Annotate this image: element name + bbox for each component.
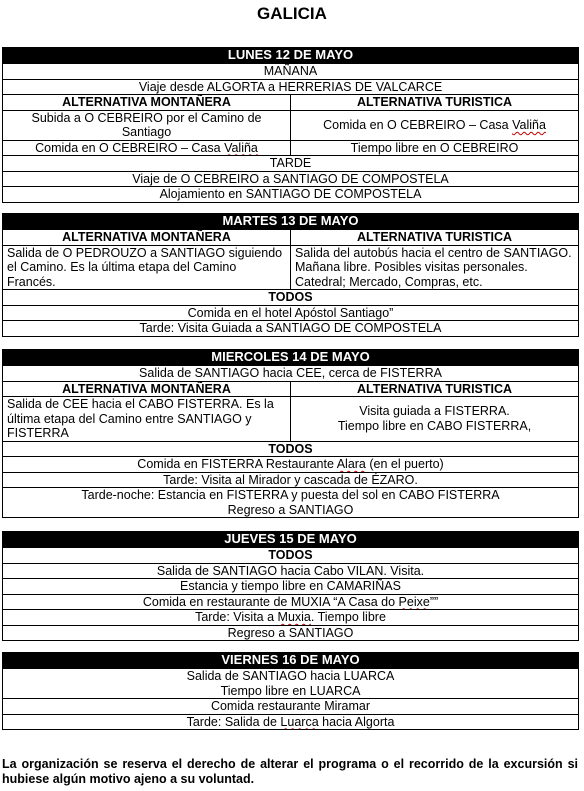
turistica-activity: Tiempo libre en O CEBREIRO <box>291 140 579 156</box>
itinerary-row: Comida en restaurante de MUXIA “A Casa do Peixe”” <box>3 594 579 610</box>
itinerary-row: Regreso a SANTIAGO <box>3 625 579 641</box>
turistica-activity: Visita guiada a FISTERRA. Tiempo libre en CABO FISTERRA, <box>291 397 579 442</box>
day-table-lunes <box>2 47 579 203</box>
alternative-heading-montanera: ALTERNATIVA MONTAÑERA <box>3 95 291 111</box>
itinerary-row: Salida de SANTIAGO hacia Cabo VILAN. Visita. <box>3 563 579 579</box>
itinerary-row: Comida restaurante Miramar <box>3 699 579 715</box>
section-label-manana: MAÑANA <box>3 64 579 80</box>
day-header: MARTES 13 DE MAYO <box>3 214 579 230</box>
alternative-heading-turistica: ALTERNATIVA TURISTICA <box>291 381 579 397</box>
itinerary-row: Viaje desde ALGORTA a HERRERIAS DE VALCARCE <box>3 79 579 95</box>
alternative-heading-montanera: ALTERNATIVA MONTAÑERA <box>3 381 291 397</box>
itinerary-row: Viaje de O CEBREIRO a SANTIAGO DE COMPOSTELA <box>3 171 579 187</box>
itinerary-row: Salida de SANTIAGO hacia CEE, cerca de FISTERRA <box>3 366 579 382</box>
page-title: GALICIA <box>257 4 327 23</box>
turistica-activity: Salida del autobús hacia el centro de SANTIAGO. Mañana libre. Posibles visitas personales. Catedral; Mercado, Compras, etc. <box>291 245 579 290</box>
alternative-heading-montanera: ALTERNATIVA MONTAÑERA <box>3 230 291 246</box>
montanera-activity: Salida de O PEDROUZO a SANTIAGO siguiendo el Camino. Es la última etapa del Camino Francés. <box>3 245 291 290</box>
itinerary-row: Estancia y tiempo libre en CAMARIÑAS <box>3 579 579 595</box>
day-header: MIERCOLES 14 DE MAYO <box>3 350 579 366</box>
itinerary-row: Salida de SANTIAGO hacia LUARCA Tiempo libre en LUARCA <box>3 669 579 699</box>
day-header: JUEVES 15 DE MAYO <box>3 532 579 548</box>
itinerary-row: Comida en el hotel Apóstol Santiago” <box>3 305 579 321</box>
day-header: VIERNES 16 DE MAYO <box>3 653 579 669</box>
itinerary-row: Alojamiento en SANTIAGO DE COMPOSTELA <box>3 187 579 203</box>
itinerary-row: Tarde-noche: Estancia en FISTERRA y puesta del sol en CABO FISTERRA Regreso a SANTIAGO <box>3 488 579 518</box>
day-table-martes <box>2 213 579 337</box>
section-label-todos: TODOS <box>3 441 579 457</box>
day-table-miercoles <box>2 349 579 518</box>
day-table-viernes <box>2 652 579 730</box>
day-header: LUNES 12 DE MAYO <box>3 48 579 64</box>
disclaimer-note: La organización se reserva el derecho de alterar el programa o el recorrido de la excursión si hubiese algún motivo ajeno a su voluntad. <box>2 757 578 786</box>
section-label-tarde: TARDE <box>3 156 579 172</box>
montanera-activity: Comida en O CEBREIRO – Casa Valiña <box>3 140 291 156</box>
turistica-activity: Comida en O CEBREIRO – Casa Valiña <box>291 110 579 140</box>
alternative-heading-turistica: ALTERNATIVA TURISTICA <box>291 95 579 111</box>
itinerary-row: Comida en FISTERRA Restaurante Alara (en el puerto) <box>3 457 579 473</box>
montanera-activity: Salida de CEE hacia el CABO FISTERRA. Es la última etapa del Camino entre SANTIAGO y FISTERRA <box>3 397 291 442</box>
section-label-todos: TODOS <box>3 290 579 306</box>
itinerary-row: Tarde: Salida de Luarca hacia Algorta <box>3 714 579 730</box>
itinerary-row: Tarde: Visita Guiada a SANTIAGO DE COMPOSTELA <box>3 321 579 337</box>
itinerary-row: Tarde: Visita a Muxia. Tiempo libre <box>3 610 579 626</box>
montanera-activity: Subida a O CEBREIRO por el Camino de Santiago <box>3 110 291 140</box>
alternative-heading-turistica: ALTERNATIVA TURISTICA <box>291 230 579 246</box>
itinerary-row: Tarde: Visita al Mirador y cascada de ÉZARO. <box>3 472 579 488</box>
day-table-jueves <box>2 531 579 641</box>
section-label-todos: TODOS <box>3 548 579 564</box>
